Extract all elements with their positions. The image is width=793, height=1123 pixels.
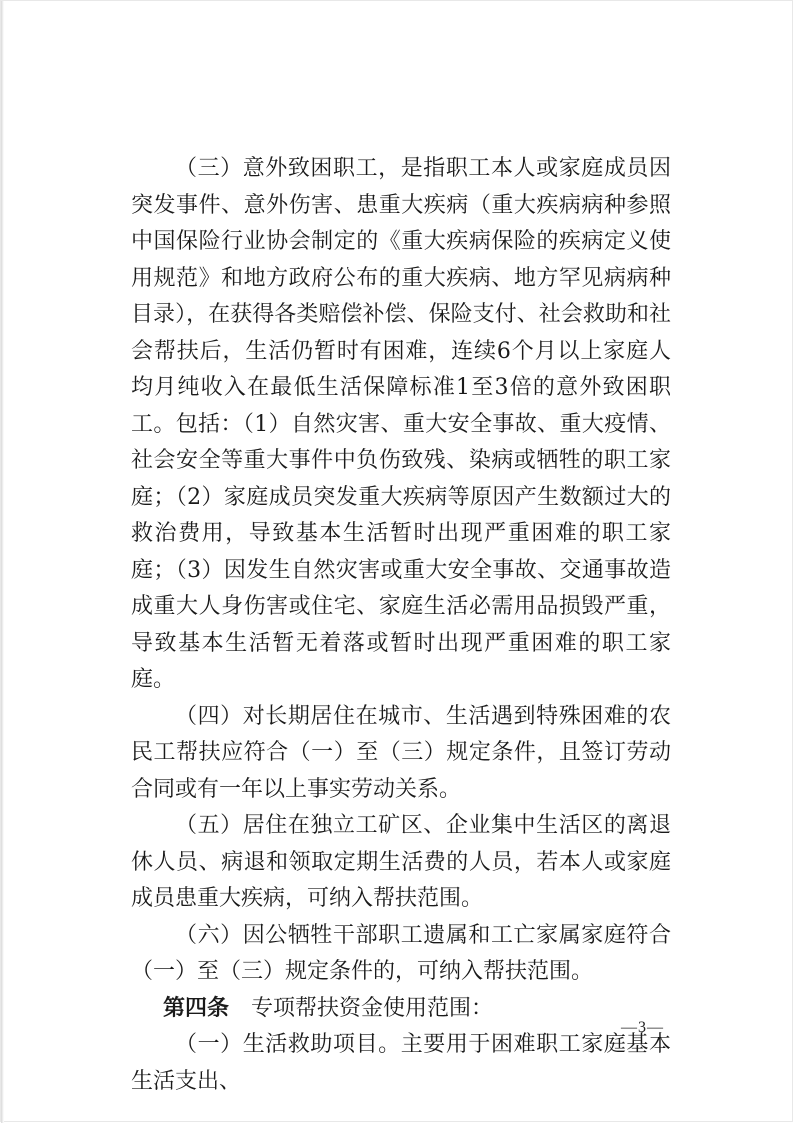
paragraph-3: （三）意外致困职工，是指职工本人或家庭成员因突发事件、意外伤害、患重大疾病（重大疾病病种参照中国保险行业协会制定的《重大疾病保险的疾病定义使用规范》和地方政府公布的重大疾病、地方罕见病病种目录），在获得各类赔偿补偿、保险支付、社会救助和社会帮扶后，生活仍暂时有困难，连续6个月以上家庭人均月纯收入在最低生活保障标准1至3倍的意外致困职工。包括：（1）自然灾害、重大安全事故、重大疫情、社会安全等重大事件中负伤致残、染病或牺牲的职工家庭；（2）家庭成员突发重大疾病等原因产生数额过大的救治费用，导致基本生活暂时出现严重困难的职工家庭；（3）因发生自然灾害或重大安全事故、交通事故造成重大人身伤害或住宅、家庭生活必需用品损毁严重，导致基本生活暂无着落或暂时出现严重困难的职工家庭。 [131,156,671,692]
paragraph-5: （五）居住在独立工矿区、企业集中生活区的离退休人员、病退和领取定期生活费的人员，若本人或家庭成员患重大疾病，可纳入帮扶范围。 [131,813,671,911]
paragraph-6: （六）因公牺牲干部职工遗属和工亡家属家庭符合（一）至（三）规定条件的，可纳入帮扶范围。 [131,922,671,984]
paragraph-4: （四）对长期居住在城市、生活遇到特殊困难的农民工帮扶应符合（一）至（三）规定条件，且签订劳动合同或有一年以上事实劳动关系。 [131,703,671,802]
paragraph-article4-item1: （一）生活救助项目。主要用于困难职工家庭基本生活支出、 [131,1032,671,1094]
scan-edge [1,1,4,1123]
article-heading: 第四条 [163,995,230,1021]
article-text: 专项帮扶资金使用范围： [251,995,494,1021]
document-body [131,151,671,1100]
page-number: —3— [621,1019,664,1036]
article-4 [131,991,671,1028]
